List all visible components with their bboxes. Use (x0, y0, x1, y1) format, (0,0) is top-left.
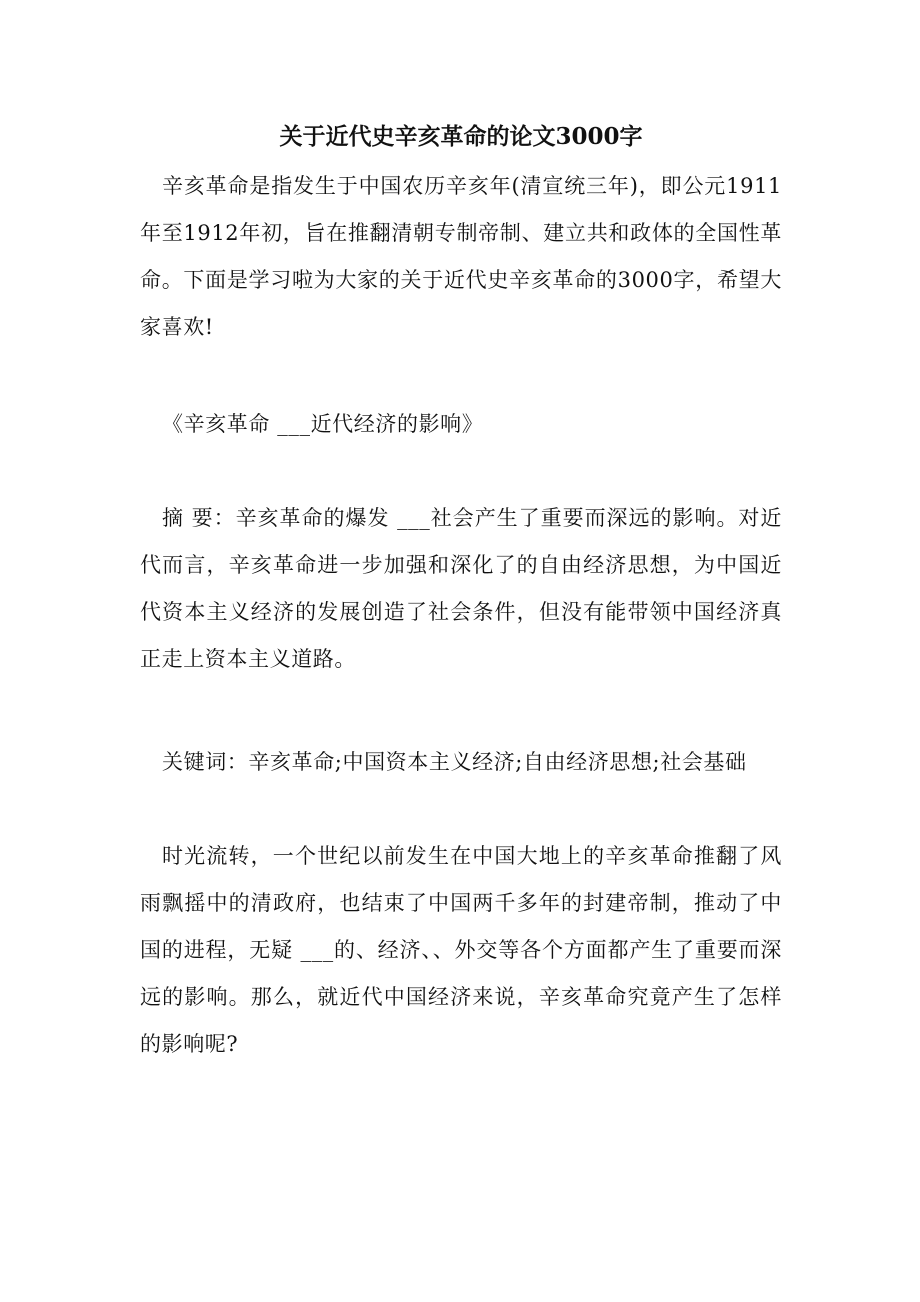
abstract-paragraph: 摘 要：辛亥革命的爆发 ___社会产生了重要而深远的影响。对近代而言，辛亥革命进一步加强和深化了的自由经济思想，为中国近代资本主义经济的发展创造了社会条件，但没有能带领中国经济真正走上资本主义道路。 (140, 506, 782, 671)
paper-subtitle: 《辛亥革命 ___近代经济的影响》 (162, 412, 484, 436)
body-paragraph: 时光流转，一个世纪以前发生在中国大地上的辛亥革命推翻了风雨飘摇中的清政府，也结束了中国两千多年的封建帝制，推动了中国的进程，无疑 ___的、经济、、外交等各个方面都产生了重要而深远的影响。那么，就近代中国经济来说，辛亥革命究竟产生了怎样的影响呢? (140, 844, 782, 1056)
keywords-paragraph: 关键词：辛亥革命;中国资本主义经济;自由经济思想;社会基础 (162, 750, 747, 774)
intro-paragraph: 辛亥革命是指发生于中国农历辛亥年(清宣统三年)，即公元1911年至1912年初，旨在推翻清朝专制帝制、建立共和政体的全国性革命。下面是学习啦为大家的关于近代史辛亥革命的3000字，希望大家喜欢! (140, 174, 782, 339)
document-title: 关于近代史辛亥革命的论文3000字 (279, 123, 643, 150)
